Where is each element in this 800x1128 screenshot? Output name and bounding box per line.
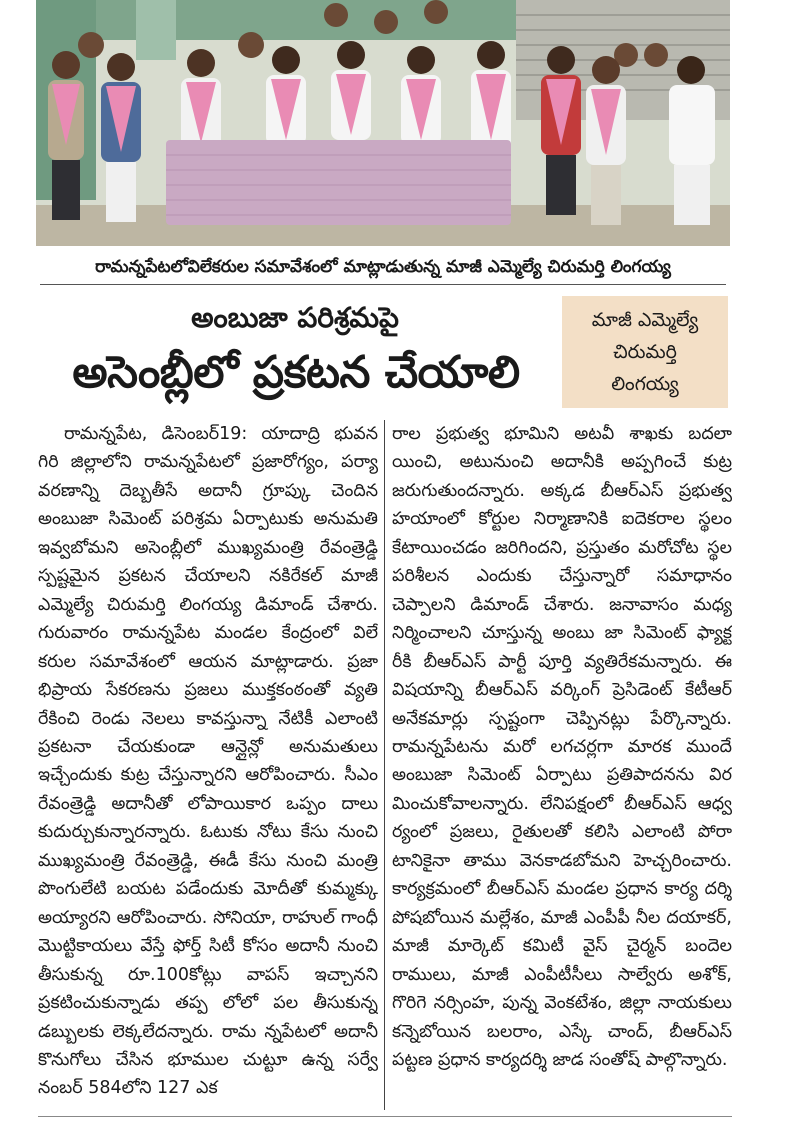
article-text-col1: రామన్నపేట, డిసెంబర్19: యాదాద్రి భువన గిరి జిల్లాలోని రామన్నపేటలో ప్రజారోగ్యం, పర్యా వరణాన్ని దెబ్బతీసే అదానీ గ్రూప్కు చెందిన అంబుజా సిమెంట్ పరిశ్రమ ఏర్పాటుకు అనుమతి ఇవ్వబోమని అసెంబ్లీలో ముఖ్యమంత్రి రేవంత్రెడ్డి స్పష్టమైన ప్రకటన చేయాలని నకిరేకల్ మాజీ ఎమ్మెల్యే చిరుమర్తి లింగయ్య డిమాండ్ చేశారు. గురువారం రామన్నపేట మండల కేంద్రంలో విలే కరుల సమావేశంలో ఆయన మాట్లాడారు. ప్రజా భిప్రాయ సేకరణను ప్రజలు ముక్తకంఠంతో వ్యతి రేకించి రెండు నెలలు కావస్తున్నా నేటికీ ఎలాంటి ప్రకటనా చేయకుండా ఆన్లైన్లో అనుమతులు ఇచ్చేందుకు కుట్ర చేస్తున్నారని ఆరోపించారు. సీఎం రేవంత్రెడ్డి అదానీతో లోపాయికార ఒప్పం దాలు కుదుర్చుకున్నారన్నారు. ఓటుకు నోటు కేసు నుంచి ముఖ్యమంత్రి రేవంత్రెడ్డి, ఈడీ కేసు నుంచి మంత్రి పొంగులేటి బయట పడేందుకు మోదీతో కుమ్మక్కు అయ్యారని ఆరోపించారు. సోనియా, రాహుల్ గాంధీ మొట్టికాయలు వేస్తే ఫోర్త్ సిటీ కోసం అదానీ నుంచి తీసుకున్న రూ.100కోట్లు వాపస్ ఇచ్చానని ప్రకటించుకున్నాడు తప్ప లోలో పల తీసుకున్న డబ్బులకు లెక్కలేదన్నారు. రామ న్నపేటలో అదానీ కొనుగోలు చేసిన భూముల చుట్టూ ఉన్న సర్వే నంబర్ 584లోని 127 ఎక (38, 424, 378, 1099)
group-photo-illustration (36, 0, 730, 246)
byline-line-1: మాజీ ఎమ్మెల్యే (591, 309, 699, 331)
article-text-col2: రాల ప్రభుత్వ భూమిని అటవీ శాఖకు బదలా యించి, అటునుంచి అదానీకి అప్పగించే కుట్ర జరుగుతుందన్నారు. అక్కడ బీఆర్ఎస్ ప్రభుత్వ హయాంలో కోర్టుల నిర్మాణానికి ఐదెకరాల స్థలం కేటాయించడం జరిగిందని, ప్రస్తుతం మరోచోట స్థల పరిశీలన ఎందుకు చేస్తున్నారో సమాధానం చెప్పాలని డిమాండ్ చేశారు. జనావాసం మధ్య నిర్మించాలని చూస్తున్న అంబు జా సిమెంట్ ఫ్యాక్ట రీకి బీఆర్ఎస్ పార్టీ పూర్తి వ్యతిరేకమన్నారు. ఈ విషయాన్ని బీఆర్ఎస్ వర్కింగ్ ప్రెసిడెంట్ కేటీఆర్ అనేకమార్లు స్పష్టంగా చెప్పినట్లు పేర్కొన్నారు. రామన్నపేటను మరో లగచర్లగా మారక ముందే అంబుజా సిమెంట్ ఏర్పాటు ప్రతిపాదనను విర మించుకోవాలన్నారు. లేనిపక్షంలో బీఆర్ఎస్ ఆధ్వ ర్యంలో ప్రజలు, రైతులతో కలిసి ఎలాంటి పోరా టానికైనా తాము వెనకాడబోమని హెచ్చరించారు. కార్యక్రమంలో బీఆర్ఎస్ మండల ప్రధాన కార్య దర్శి పోషబోయిన మల్లేశం, మాజీ ఎంపీపీ నీల దయాకర్, మాజీ మార్కెట్ కమిటీ వైస్ చైర్మన్ బందెల రాములు, మాజీ ఎంపీటీసీలు సాల్వేరు అశోక్, గొరిగె నర్సింహ, పున్న వెంకటేశం, జిల్లా నాయకులు కన్నెబోయిన బలరాం, ఎస్కే చాంద్, బీఆర్ఎస్ పట్టణ ప్రధాన కార్యదర్శి జాడ సంతోష్ పాల్గొన్నారు. (392, 424, 732, 1070)
article-column-2 (392, 420, 732, 1110)
column-divider (384, 420, 385, 1110)
headline-main: అసెంబ్లీలో ప్రకటన చేయాలి (72, 347, 520, 398)
article-column-1 (38, 420, 378, 1110)
byline-box (562, 296, 728, 408)
photo-caption: రామన్నపేటలోవిలేకరుల సమావేశంలో మాట్లాడుతున్న మాజీ ఎమ్మెల్యే చిరుమర్తి లింగయ్య (40, 250, 726, 285)
footer-rule (38, 1116, 732, 1117)
byline-line-3: లింగయ్య (611, 373, 679, 395)
byline-line-2: చిరుమర్తి (613, 341, 677, 363)
headline-kicker: అంబుజా పరిశ్రమపై (191, 301, 399, 334)
news-photo (36, 0, 730, 246)
